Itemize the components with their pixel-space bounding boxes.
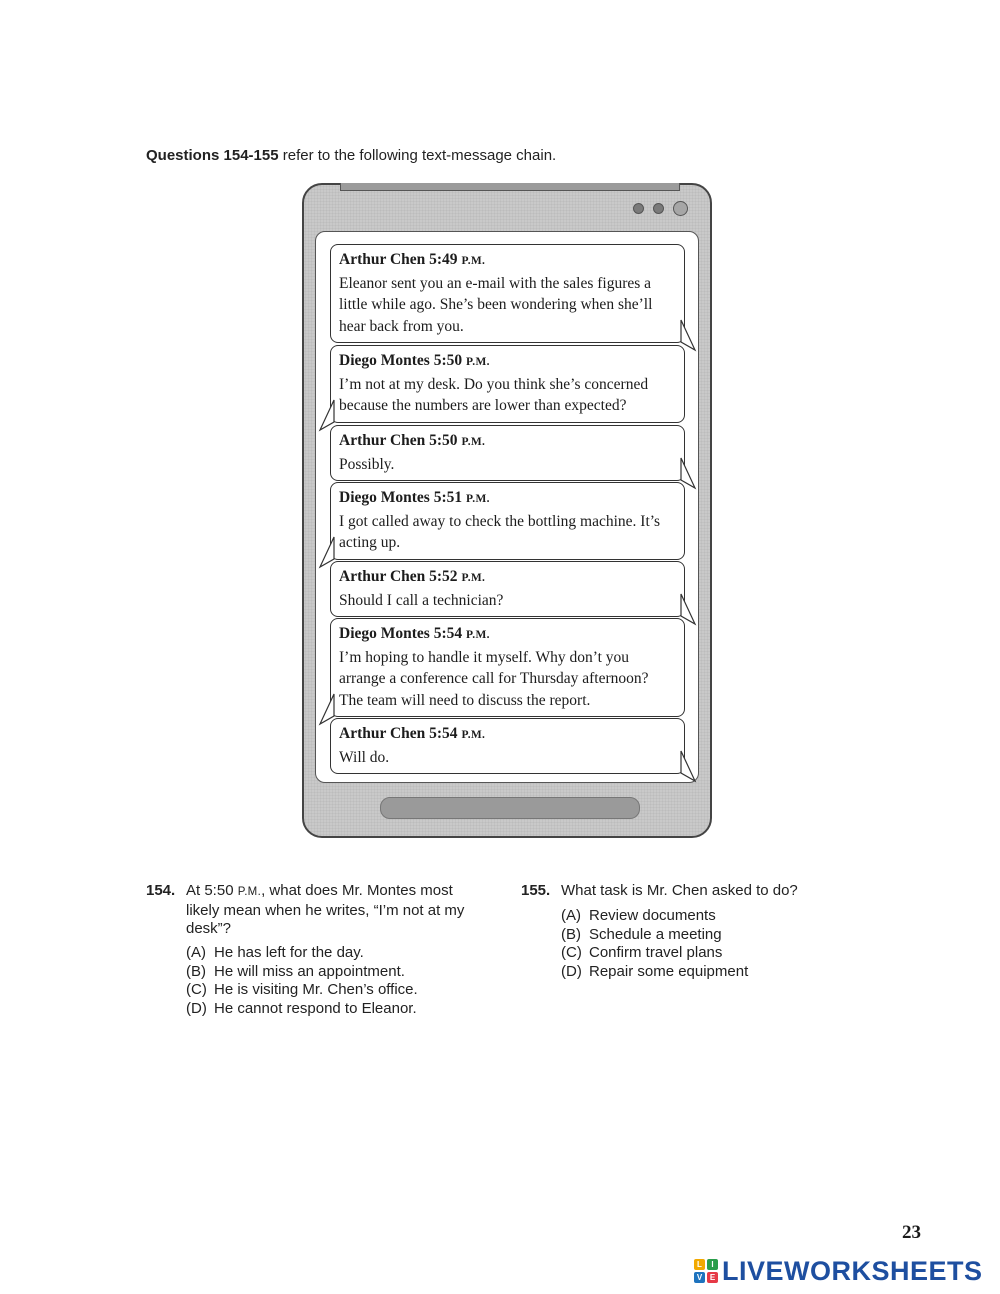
camera-icon [673,201,688,216]
message-text: Possibly. [339,455,395,473]
message-text: Should I call a technician? [339,591,504,609]
bubble-tail-left [320,400,334,430]
message-bubble [330,561,685,617]
message-text: I got called away to check the bottling machine. It’s acting up. [339,512,661,551]
question-stem: What task is Mr. Chen asked to do? [561,882,798,899]
message-ampm: P.M. [466,356,490,368]
message-time: 5:49 [429,251,458,268]
intro-questions-range: Questions 154-155 [146,147,279,164]
message-sender: Arthur Chen [339,251,426,268]
logo-text: LIVEWORKSHEETS [722,1255,983,1286]
message-text: I’m hoping to handle it myself. Why don’t you arrange a conference call for Thursday afternoon? The team will need to discuss the report. [339,648,649,709]
question-154 [146,882,486,1032]
answer-option[interactable]: (A) He has left for the day. [186,944,364,961]
message-bubble [330,244,685,343]
message-sender: Diego Montes [339,489,430,506]
phone-home-bar [380,797,640,819]
message-sender: Arthur Chen [339,725,426,742]
message-ampm: P.M. [466,629,490,641]
dot-icon [653,203,664,214]
message-ampm: P.M. [461,572,486,584]
message-time: 5:50 [433,352,463,369]
message-time: 5:54 [429,725,458,742]
message-time: 5:50 [429,432,458,449]
intro-text: refer to the following text-message chain. [278,147,557,164]
answer-option[interactable]: (D) Repair some equipment [561,962,749,980]
message-sender: Diego Montes [339,625,430,642]
message-sender: Diego Montes [339,352,430,369]
answer-option[interactable]: (C) He is visiting Mr. Chen’s office. [186,981,418,999]
message-text: I’m not at my desk. Do you think she’s concerned because the numbers are lower than expected? [339,375,649,414]
question-number: 155. [521,882,551,899]
answer-options [561,907,748,981]
answer-option[interactable]: (D) He cannot respond to Eleanor. [186,999,417,1017]
message-text: Eleanor sent you an e-mail with the sales figures a little while ago. She’s been wondering when she’ll hear back from you. [339,274,653,335]
message-text: Will do. [339,748,390,766]
bubble-tail-right [681,594,695,624]
question-number: 154. [146,882,176,899]
liveworksheets-logo[interactable] [694,1257,983,1285]
message-ampm: P.M. [461,729,486,741]
message-time: 5:51 [433,489,463,506]
message-time: 5:54 [433,625,463,642]
bubble-tail-right [681,458,695,488]
message-bubble [330,618,685,717]
phone-screen [315,231,699,783]
page-number: 23 [902,1222,921,1243]
message-bubble [330,718,685,774]
phone-speaker-bar [340,183,680,191]
answer-option[interactable]: (B) Schedule a meeting [561,925,722,943]
message-sender: Arthur Chen [339,568,426,585]
bubble-tail-right [681,751,695,781]
dot-icon [633,203,644,214]
phone-camera-dots [633,201,688,216]
message-ampm: P.M. [466,493,490,505]
message-time: 5:52 [429,568,458,585]
answer-option[interactable]: (C) Confirm travel plans [561,944,723,962]
intro-line [146,147,556,164]
phone-illustration [302,183,712,838]
message-ampm: P.M. [461,255,486,267]
question-155 [521,882,821,992]
answer-options [186,944,418,1018]
message-bubble [330,345,685,423]
message-ampm: P.M. [461,436,486,448]
message-bubble [330,482,685,560]
message-sender: Arthur Chen [339,432,426,449]
message-bubble [330,425,685,481]
question-stem: At 5:50 P.M., what does Mr. Montes most likely mean when he writes, “I’m not at my desk”? [186,882,465,937]
answer-option[interactable]: (A) Review documents [561,907,716,924]
bubble-tail-right [681,320,695,350]
answer-option[interactable]: (B) He will miss an appointment. [186,962,405,980]
liveworksheets-logo-icon: L I V E [694,1259,718,1283]
